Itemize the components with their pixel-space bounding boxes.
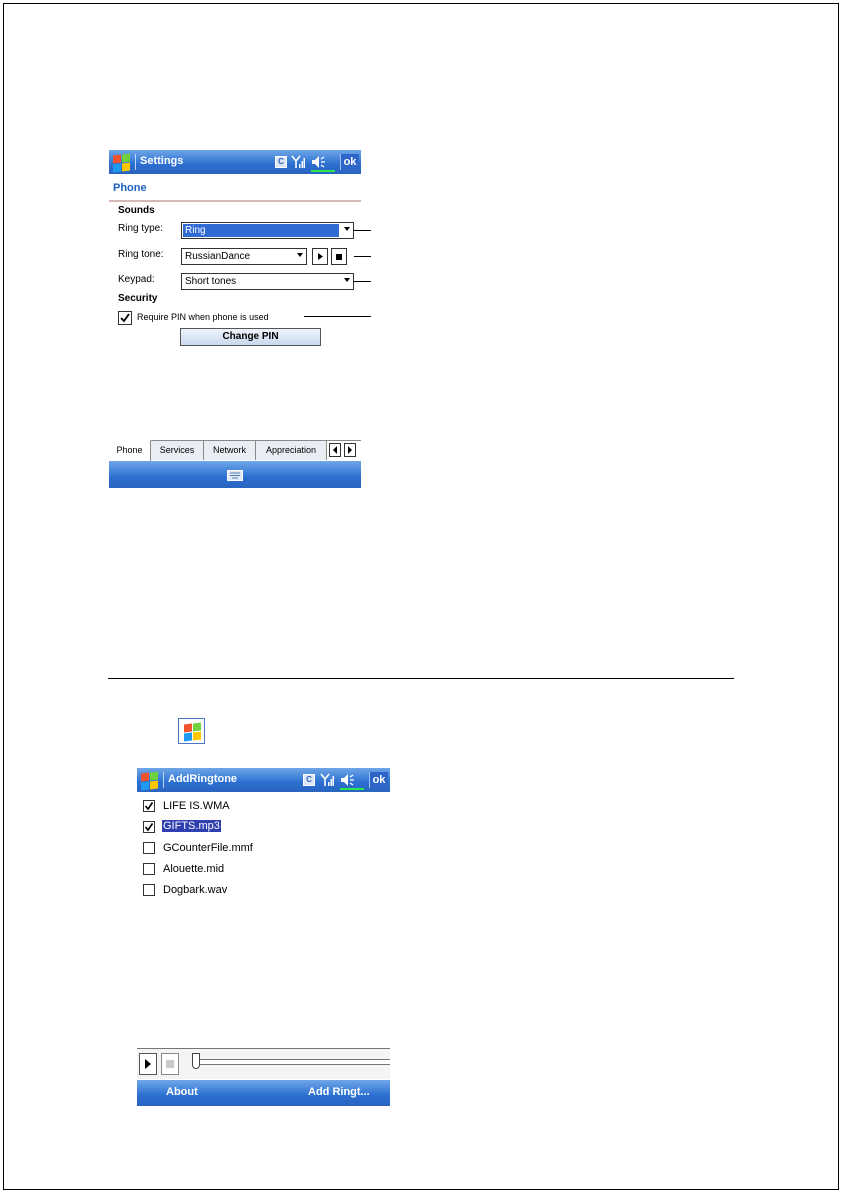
callout-line-ring-type	[354, 230, 371, 231]
menu-bar	[137, 1080, 390, 1106]
play-icon	[140, 1054, 156, 1074]
softkey-about[interactable]: About	[166, 1086, 198, 1098]
item-checkbox[interactable]	[143, 863, 155, 875]
windows-start-icon[interactable]	[112, 153, 130, 171]
play-button[interactable]	[139, 1053, 157, 1075]
softkey-add-ringtone[interactable]: Add Ringt...	[308, 1086, 370, 1098]
keyboard-icon[interactable]	[227, 470, 243, 481]
window-title: AddRingtone	[168, 773, 238, 785]
ok-button[interactable]: ok	[340, 154, 359, 170]
tab-scroll-left-button[interactable]	[329, 443, 341, 457]
list-item[interactable]	[143, 798, 383, 814]
stop-icon	[332, 249, 346, 264]
tab-scroll-right-button[interactable]	[344, 443, 356, 457]
list-item[interactable]	[143, 882, 383, 898]
ring-tone-dropdown[interactable]	[181, 248, 307, 265]
callout-line-ring-tone	[354, 256, 371, 257]
title-bar	[137, 768, 390, 792]
tab-phone[interactable]: Phone	[109, 440, 151, 461]
battery-indicator	[340, 788, 364, 790]
change-pin-button[interactable]: Change PIN	[180, 328, 321, 346]
checkmark-icon	[119, 312, 131, 324]
tab-network[interactable]: Network	[204, 441, 256, 460]
stop-button[interactable]	[331, 248, 347, 265]
item-label: Dogbark.wav	[163, 884, 228, 896]
tab-bar	[109, 440, 361, 461]
play-button[interactable]	[312, 248, 328, 265]
checkmark-icon	[144, 801, 154, 811]
title-divider	[135, 154, 136, 170]
keypad-label: Keypad:	[118, 274, 155, 285]
item-label: GIFTS.mp3	[163, 820, 220, 832]
security-heading: Security	[118, 293, 158, 304]
windows-start-icon[interactable]	[140, 771, 158, 789]
chevron-down-icon	[344, 227, 350, 231]
callout-line-require-pin	[304, 316, 371, 317]
item-checkbox[interactable]	[143, 821, 155, 833]
ring-type-value: Ring	[183, 224, 339, 237]
list-item[interactable]	[143, 840, 383, 856]
ring-tone-value: RussianDance	[185, 251, 251, 262]
keypad-value: Short tones	[185, 276, 237, 287]
tab-services[interactable]: Services	[151, 441, 204, 460]
item-label: LIFE IS.WMA	[163, 800, 230, 812]
signal-icon[interactable]	[291, 155, 305, 169]
signal-icon[interactable]	[320, 773, 334, 787]
seek-handle[interactable]	[192, 1053, 200, 1069]
addringtone-screen	[137, 768, 390, 1106]
tab-appreciation[interactable]: Appreciation	[256, 441, 327, 460]
ring-tone-label: Ring tone:	[118, 249, 164, 260]
arrow-right-icon	[345, 444, 355, 456]
item-checkbox[interactable]	[143, 800, 155, 812]
title-divider	[163, 772, 164, 788]
input-mode-indicator[interactable]: C	[303, 774, 315, 786]
page-title-underline	[109, 200, 361, 202]
battery-indicator	[311, 170, 335, 172]
ring-type-dropdown[interactable]	[181, 222, 354, 239]
item-checkbox[interactable]	[143, 884, 155, 896]
stop-icon	[162, 1054, 178, 1074]
keypad-dropdown[interactable]	[181, 273, 354, 290]
play-icon	[313, 249, 327, 264]
seek-track[interactable]	[192, 1059, 390, 1065]
chevron-down-icon	[297, 253, 303, 257]
list-item[interactable]	[143, 819, 383, 835]
stop-button[interactable]	[161, 1053, 179, 1075]
require-pin-label: Require PIN when phone is used	[137, 312, 269, 322]
require-pin-checkbox[interactable]	[118, 311, 132, 325]
ring-type-label: Ring type:	[118, 223, 164, 234]
window-title: Settings	[140, 155, 184, 167]
item-label: Alouette.mid	[163, 863, 225, 875]
checkmark-icon	[144, 822, 154, 832]
menu-bar	[109, 461, 361, 488]
input-mode-indicator[interactable]: C	[275, 156, 287, 168]
callout-line-keypad	[354, 281, 371, 282]
speaker-icon[interactable]	[311, 155, 327, 169]
item-label: GCounterFile.mmf	[163, 842, 253, 854]
chevron-down-icon	[344, 278, 350, 282]
sounds-heading: Sounds	[118, 205, 155, 216]
title-bar	[109, 150, 361, 174]
section-separator	[108, 678, 734, 679]
windows-start-icon	[178, 718, 205, 744]
ok-button[interactable]: ok	[369, 772, 388, 788]
item-checkbox[interactable]	[143, 842, 155, 854]
page-title: Phone	[113, 182, 147, 194]
arrow-left-icon	[330, 444, 340, 456]
settings-screen	[109, 150, 361, 488]
list-item[interactable]	[143, 861, 383, 877]
player-bar	[137, 1048, 390, 1079]
speaker-icon[interactable]	[340, 773, 356, 787]
